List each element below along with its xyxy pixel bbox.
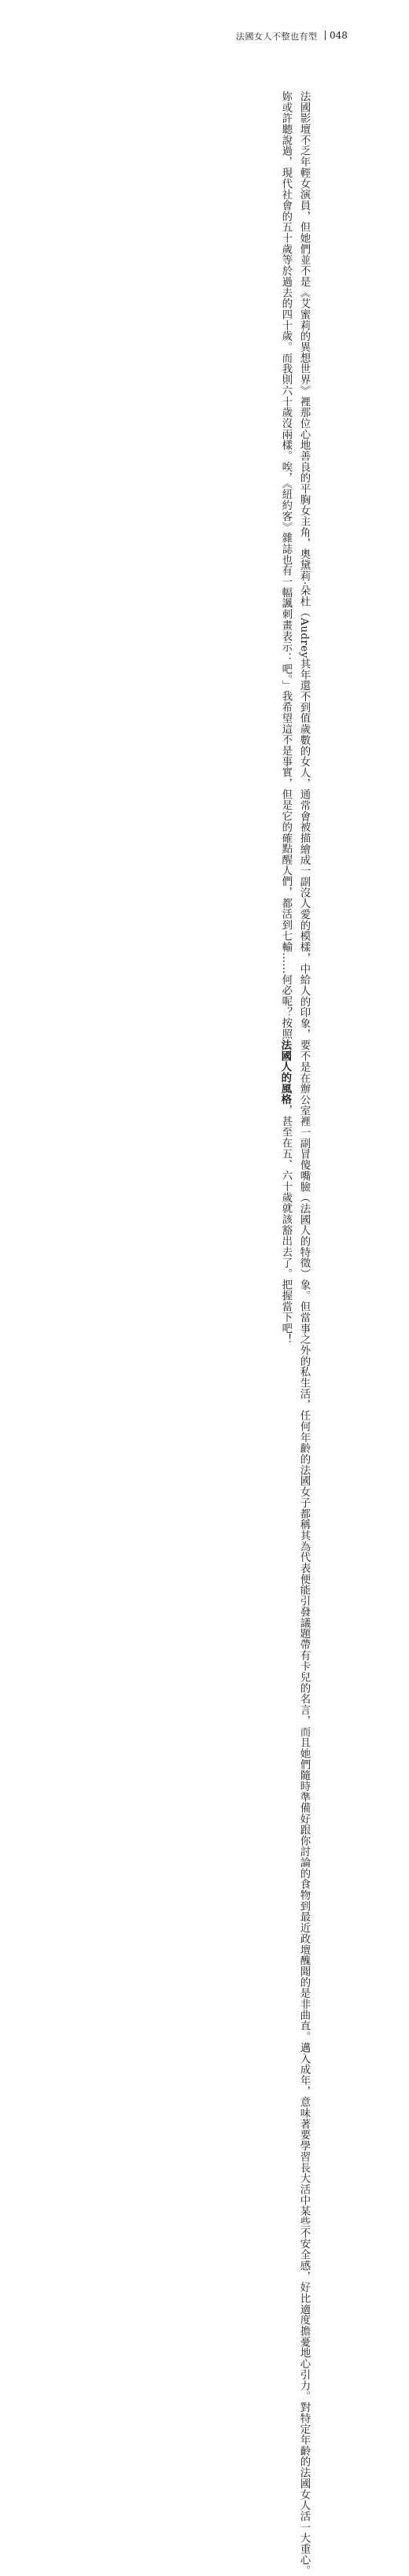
text-run: 輸……何必呢？按照 [279, 941, 292, 1040]
emphasis-text: 法國人的風格 [278, 1039, 292, 1105]
paragraph [276, 69, 295, 1345]
page-number: 048 [330, 30, 348, 41]
paragraph [295, 69, 313, 2576]
text-run: 妳或許聽說過，現代社會的五十歲等於過去的四十歲。而我則 [279, 69, 292, 386]
text-run: 吧。」我希望這不是事實，但是它的確點醒人們，都活到七 [279, 663, 292, 942]
body-text [276, 69, 313, 2576]
text-run: ，甚至在五、六十歲就該豁出去了。把握當下吧！ [279, 1105, 292, 1345]
text-run: 的食物到最近政壇醜聞的是非曲直。邁入成年，意味著要學習長大 [298, 1868, 310, 2184]
text-run: 法國影壇不乏年輕女演員，但她們並不是《艾蜜莉的 [298, 69, 310, 342]
text-run: 中給人的印象，要不是在辦公室裡一副冒傻嘴臉（法國人的特徵） [298, 963, 310, 1280]
text-run: 其年還不到值歲數的女人，通常會被描繪成一副沒人愛的模樣， [298, 658, 310, 964]
running-title: 法國女人不整也有型 [236, 31, 318, 42]
text-run: 六十歲沒兩樣。唉，《紐約客》雜誌也有一幅諷刺畫表示： [279, 385, 292, 664]
text-run: 活中某些不安全感，好比適度擔憂地心引力。對特定年齡的法國女人 [298, 2183, 310, 2511]
text-run: 異想世界》裡那位心地善良的平胸女主角，奧黛莉‧朵杜（Audrey [298, 341, 310, 659]
text-run: 活一大重心。 [298, 2511, 310, 2576]
page-header [236, 30, 362, 42]
header-divider [325, 31, 326, 40]
text-run: 代表便能引發議題帶有卡兒的名言，而且她們隨時準備好跟你討論 [298, 1552, 310, 1869]
text-run: 象。但當事之外的私生活，任何年齡的法國女子都稱其為 [298, 1279, 310, 1552]
